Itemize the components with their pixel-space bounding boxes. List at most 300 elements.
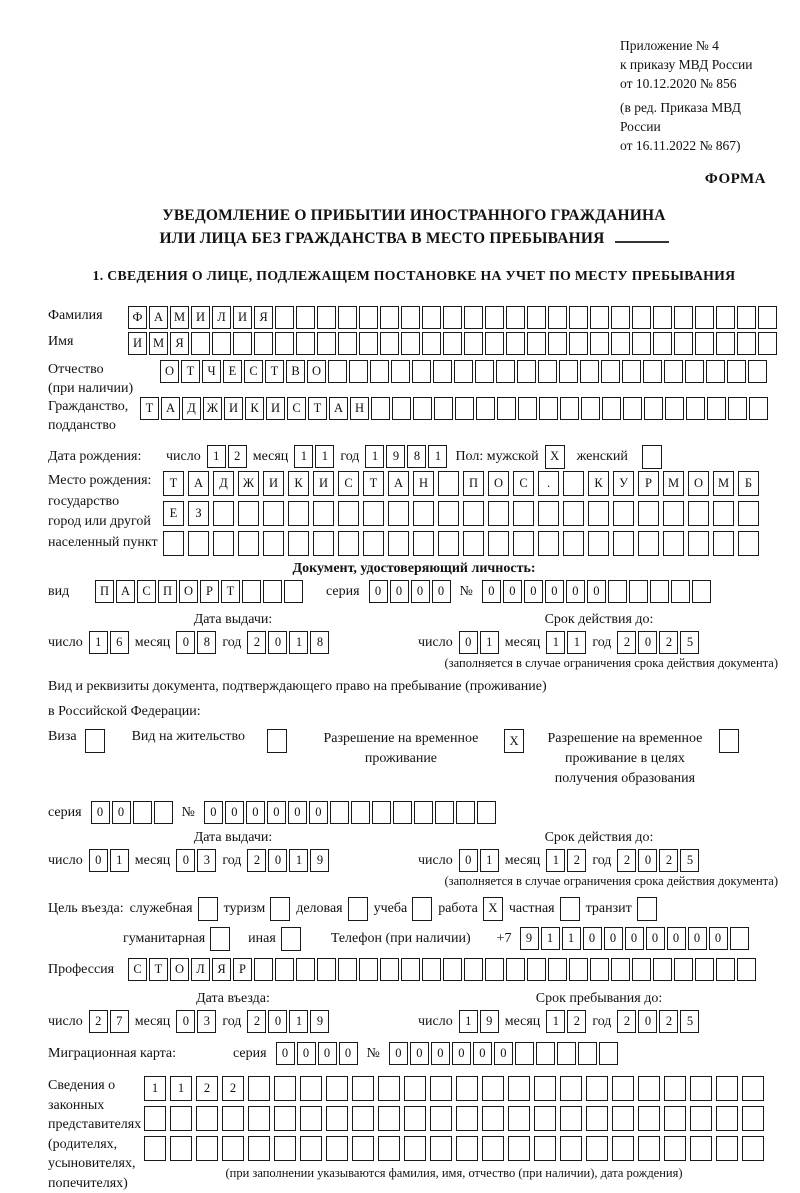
form-cell <box>623 397 642 420</box>
form-cell <box>380 332 399 355</box>
form-cell: 0 <box>545 580 564 603</box>
form-cell <box>611 332 630 355</box>
form-cell <box>612 1076 634 1101</box>
form-cell: Е <box>163 501 184 526</box>
form-cell <box>671 580 690 603</box>
form-cell <box>371 397 390 420</box>
entry-month-label: месяц <box>135 1014 171 1030</box>
form-cell <box>758 306 777 329</box>
birthdate-year-label: год <box>340 449 359 465</box>
sex-male-checkbox: X <box>545 445 565 469</box>
form-cell: 0 <box>432 580 451 603</box>
form-cell <box>275 332 294 355</box>
resdoc-line1: Вид и реквизиты документа, подтверждающего право на пребывание (проживание) <box>48 677 780 696</box>
form-cell <box>338 306 357 329</box>
form-cell: А <box>116 580 135 603</box>
form-cell: Ж <box>203 397 222 420</box>
form-cell <box>557 1042 576 1065</box>
annex-line: к приказу МВД России <box>620 55 780 74</box>
form-cell <box>548 332 567 355</box>
form-cell <box>517 360 536 383</box>
purpose-tourism-label: туризм <box>224 901 266 917</box>
form-cell <box>144 1136 166 1161</box>
form-cell <box>690 1136 712 1161</box>
form-cell: 5 <box>680 849 699 872</box>
form-cell <box>716 332 735 355</box>
resdoc-issued-header: Дата выдачи: <box>48 830 418 846</box>
form-cell <box>263 580 282 603</box>
form-cell: 2 <box>222 1076 244 1101</box>
form-cell: 0 <box>176 1010 195 1033</box>
form-cell: 1 <box>480 631 499 654</box>
form-cell <box>563 471 584 496</box>
form-cell <box>434 397 453 420</box>
form-cell <box>233 332 252 355</box>
form-cell <box>274 1136 296 1161</box>
form-cell: 0 <box>494 1042 513 1065</box>
form-cell <box>275 306 294 329</box>
form-cell <box>488 501 509 526</box>
form-cell <box>370 360 389 383</box>
form-cell <box>695 958 714 981</box>
form-cell <box>569 332 588 355</box>
form-cell <box>443 958 462 981</box>
form-cell: С <box>137 580 156 603</box>
form-cell <box>476 397 495 420</box>
form-cell <box>534 1106 556 1131</box>
resdoc-options-row <box>48 729 780 789</box>
form-cell <box>296 958 315 981</box>
form-cell: О <box>179 580 198 603</box>
form-cell: 0 <box>369 580 388 603</box>
form-cell: Л <box>191 958 210 981</box>
form-cell <box>742 1136 764 1161</box>
form-cell <box>317 958 336 981</box>
form-cell <box>328 360 347 383</box>
form-cell <box>738 531 759 556</box>
resdoc-issued-month-label: месяц <box>135 853 171 869</box>
stay-month-cells <box>546 1010 586 1033</box>
form-cell: К <box>588 471 609 496</box>
form-cell <box>363 501 384 526</box>
form-cell <box>338 501 359 526</box>
form-cell <box>638 501 659 526</box>
form-cell <box>758 332 777 355</box>
iddoc-dates-row <box>48 630 780 655</box>
form-cell: 1 <box>315 445 334 468</box>
form-cell <box>296 332 315 355</box>
purpose-option-transit <box>586 897 657 921</box>
resdoc-issued-group <box>48 849 418 872</box>
form-cell <box>707 397 726 420</box>
form-cell <box>643 360 662 383</box>
birthplace-block <box>48 471 780 561</box>
form-cell <box>665 397 684 420</box>
form-cell <box>611 306 630 329</box>
form-cell: 9 <box>310 1010 329 1033</box>
resdoc-valid-header: Срок действия до: <box>418 830 780 846</box>
form-cell: С <box>338 471 359 496</box>
form-cell: 3 <box>197 849 216 872</box>
form-title-line1: УВЕДОМЛЕНИЕ О ПРИБЫТИИ ИНОСТРАННОГО ГРАЖДАНИНА <box>48 204 780 227</box>
form-cell: 0 <box>459 631 478 654</box>
form-cell: 0 <box>309 801 328 824</box>
form-cell <box>413 397 432 420</box>
form-cell <box>664 1106 686 1131</box>
form-cell: Ж <box>238 471 259 496</box>
form-cell: 1 <box>459 1010 478 1033</box>
form-cell: 2 <box>228 445 247 468</box>
visa-label: Виза <box>48 729 77 745</box>
form-cell <box>248 1076 270 1101</box>
form-cell <box>254 332 273 355</box>
birthdate-day-label: число <box>166 449 201 465</box>
form-cell <box>588 501 609 526</box>
form-cell <box>300 1106 322 1131</box>
purpose-row <box>48 896 780 921</box>
purpose-option-work <box>438 897 503 921</box>
form-cell: Н <box>350 397 369 420</box>
form-cell <box>485 306 504 329</box>
form-cell <box>455 397 474 420</box>
form-cell <box>464 958 483 981</box>
citizenship-row <box>48 397 780 422</box>
form-cell <box>688 531 709 556</box>
form-cell: 0 <box>524 580 543 603</box>
form-cell: 0 <box>452 1042 471 1065</box>
resdoc-issued-month-cells <box>176 849 216 872</box>
form-cell <box>378 1136 400 1161</box>
resdoc-valid-month-cells <box>546 849 586 872</box>
form-cell <box>713 501 734 526</box>
form-cell <box>456 1106 478 1131</box>
resdoc-option-residence-permit <box>132 729 287 753</box>
birthplace-label-line2: государство <box>48 492 163 513</box>
form-cell <box>737 958 756 981</box>
form-cell <box>263 501 284 526</box>
form-cell: П <box>158 580 177 603</box>
form-cell: И <box>313 471 334 496</box>
form-cell <box>548 306 567 329</box>
form-cell <box>622 360 641 383</box>
form-cell: Т <box>221 580 240 603</box>
form-cell: 0 <box>268 1010 287 1033</box>
form-cell <box>638 531 659 556</box>
form-cell: 1 <box>89 631 108 654</box>
form-cell <box>692 580 711 603</box>
form-cell: 0 <box>459 849 478 872</box>
form-cell <box>482 1136 504 1161</box>
iddoc-number-label: № <box>460 584 473 600</box>
form-cell: 0 <box>225 801 244 824</box>
representatives-block <box>48 1076 780 1193</box>
form-cell <box>191 332 210 355</box>
form-cell: 8 <box>197 631 216 654</box>
form-cell <box>238 531 259 556</box>
form-cell <box>653 332 672 355</box>
form-cell <box>433 360 452 383</box>
form-cell <box>613 501 634 526</box>
birthplace-row2-cells <box>163 501 759 526</box>
patronymic-row <box>48 360 780 385</box>
form-cell: 2 <box>567 849 586 872</box>
form-cell <box>456 801 475 824</box>
form-cell <box>430 1136 452 1161</box>
entry-dates-row <box>48 1009 780 1034</box>
form-cell <box>351 801 370 824</box>
form-cell <box>477 801 496 824</box>
form-cell <box>674 306 693 329</box>
annex-note-line: от 16.11.2022 № 867) <box>620 136 780 155</box>
surname-cells <box>128 306 777 329</box>
form-cell: 1 <box>289 631 308 654</box>
form-title-line2 <box>48 227 780 250</box>
birthdate-month-label: месяц <box>253 449 289 465</box>
form-cell: С <box>287 397 306 420</box>
form-cell: Т <box>181 360 200 383</box>
form-cell <box>401 958 420 981</box>
form-cell <box>534 1136 556 1161</box>
form-cell <box>663 501 684 526</box>
purpose-official-checkbox <box>198 897 218 921</box>
form-cell: Д <box>182 397 201 420</box>
resdoc-number-label: № <box>182 805 195 821</box>
form-cell: К <box>288 471 309 496</box>
entry-month-cells <box>176 1010 216 1033</box>
form-cell <box>644 397 663 420</box>
form-cell <box>580 360 599 383</box>
form-cell <box>392 397 411 420</box>
representatives-label-line: попечителях) <box>48 1174 144 1193</box>
section1-heading: 1. СВЕДЕНИЯ О ЛИЦЕ, ПОДЛЕЖАЩЕМ ПОСТАНОВКЕ НА УЧЕТ ПО МЕСТУ ПРЕБЫВАНИЯ <box>48 268 780 284</box>
representatives-label-line: (родителях, <box>48 1135 144 1155</box>
form-cell: 0 <box>204 801 223 824</box>
form-cell: С <box>513 471 534 496</box>
form-cell <box>300 1136 322 1161</box>
resdoc-valid-year-cells <box>617 849 699 872</box>
form-cell: 0 <box>688 927 707 950</box>
form-cell <box>388 531 409 556</box>
form-cell <box>352 1106 374 1131</box>
form-cell <box>464 332 483 355</box>
form-cell: 1 <box>170 1076 192 1101</box>
form-cell <box>496 360 515 383</box>
rvp-checkbox: X <box>504 729 524 753</box>
form-cell: О <box>160 360 179 383</box>
form-cell: 1 <box>567 631 586 654</box>
form-cell: М <box>170 306 189 329</box>
patronymic-label-line2: (при наличии) <box>48 379 160 398</box>
purpose-transit-checkbox <box>637 897 657 921</box>
form-cell <box>413 501 434 526</box>
form-cell <box>222 1136 244 1161</box>
form-cell: 2 <box>247 849 266 872</box>
form-cell: 0 <box>268 631 287 654</box>
form-cell <box>742 1106 764 1131</box>
form-cell <box>359 306 378 329</box>
resdoc-issued-year-cells <box>247 849 329 872</box>
form-cell <box>632 958 651 981</box>
resdoc-valid-day-label: число <box>418 853 453 869</box>
purpose-option-other <box>248 927 301 951</box>
form-cell: С <box>128 958 147 981</box>
form-cell <box>560 1106 582 1131</box>
migcard-number-label: № <box>367 1046 380 1062</box>
form-cell <box>238 501 259 526</box>
form-cell: 0 <box>482 580 501 603</box>
iddoc-valid-day-label: число <box>418 635 453 651</box>
form-cell <box>560 1076 582 1101</box>
residence-permit-label: Вид на жительство <box>132 729 245 745</box>
form-cell <box>404 1136 426 1161</box>
resdoc-note: (заполняется в случае ограничения срока действия документа) <box>48 874 780 889</box>
form-cell: П <box>463 471 484 496</box>
form-cell: Р <box>200 580 219 603</box>
form-cell: 0 <box>176 631 195 654</box>
form-cell <box>475 360 494 383</box>
form-cell <box>538 501 559 526</box>
form-cell <box>612 1106 634 1131</box>
form-cell <box>330 801 349 824</box>
representatives-label-line: усыновителях, <box>48 1154 144 1174</box>
rvp-education-label: Разрешение на временное проживание в целях получения образования <box>539 729 711 789</box>
resdoc-valid-group <box>418 849 699 872</box>
purpose-humanitarian-label: гуманитарная <box>123 931 205 947</box>
form-cell: 0 <box>638 849 657 872</box>
form-cell: Я <box>212 958 231 981</box>
form-cell <box>464 306 483 329</box>
resdoc-option-visa <box>48 729 105 753</box>
form-cell <box>548 958 567 981</box>
profession-label: Профессия <box>48 958 128 981</box>
form-cell: 1 <box>144 1076 166 1101</box>
form-cell <box>170 1136 192 1161</box>
form-cell <box>653 306 672 329</box>
form-cell <box>378 1106 400 1131</box>
representatives-row1-cells <box>144 1076 764 1101</box>
form-cell <box>638 1076 660 1101</box>
purpose-private-checkbox <box>560 897 580 921</box>
form-cell: Л <box>212 306 231 329</box>
form-cell <box>248 1136 270 1161</box>
form-cell <box>482 1106 504 1131</box>
iddoc-valid-group <box>418 631 699 654</box>
form-cell <box>560 397 579 420</box>
form-cell: 9 <box>310 849 329 872</box>
form-cell: И <box>224 397 243 420</box>
form-cell <box>404 1106 426 1131</box>
purpose-option-tourism <box>224 897 291 921</box>
form-cell <box>413 531 434 556</box>
form-cell: 1 <box>546 1010 565 1033</box>
representatives-rows <box>144 1076 764 1193</box>
form-cell: А <box>161 397 180 420</box>
form-cell: 2 <box>196 1076 218 1101</box>
form-cell <box>326 1136 348 1161</box>
entry-date-header: Дата въезда: <box>48 991 418 1007</box>
form-cell <box>749 397 768 420</box>
form-cell <box>727 360 746 383</box>
iddoc-valid-year-label: год <box>592 635 611 651</box>
form-cell: 2 <box>659 631 678 654</box>
form-cell <box>488 531 509 556</box>
form-cell: 1 <box>207 445 226 468</box>
form-cell: З <box>188 501 209 526</box>
surname-row <box>48 306 780 331</box>
iddoc-issued-month-cells <box>176 631 216 654</box>
form-cell <box>716 1076 738 1101</box>
form-cell <box>508 1106 530 1131</box>
firstname-row <box>48 332 780 357</box>
stay-date-header: Срок пребывания до: <box>418 991 780 1007</box>
form-cell <box>212 332 231 355</box>
form-title-line2-text: ИЛИ ЛИЦА БЕЗ ГРАЖДАНСТВА В МЕСТО ПРЕБЫВАНИЯ <box>159 230 604 247</box>
form-cell <box>599 1042 618 1065</box>
resdoc-series-row <box>48 800 780 825</box>
form-cell <box>422 332 441 355</box>
stay-year-cells <box>617 1010 699 1033</box>
form-cell: О <box>488 471 509 496</box>
form-cell <box>352 1076 374 1101</box>
stay-day-label: число <box>418 1014 453 1030</box>
resdoc-valid-month-label: месяц <box>505 853 541 869</box>
birthplace-label-line3: город или другой <box>48 512 163 533</box>
form-cell: 1 <box>294 445 313 468</box>
form-cell: Я <box>254 306 273 329</box>
form-cell <box>300 1076 322 1101</box>
purpose-work-checkbox: X <box>483 897 503 921</box>
form-cell <box>422 306 441 329</box>
form-cell <box>391 360 410 383</box>
form-cell: Б <box>738 471 759 496</box>
iddoc-series-cells <box>369 580 451 603</box>
purpose-business-label: деловая <box>296 901 342 917</box>
profession-row <box>48 958 780 983</box>
form-cell: Т <box>265 360 284 383</box>
purpose-study-checkbox <box>412 897 432 921</box>
annex-line: Приложение № 4 <box>620 36 780 55</box>
form-cell <box>716 958 735 981</box>
form-cell: Ч <box>202 360 221 383</box>
form-cell <box>393 801 412 824</box>
form-cell <box>213 531 234 556</box>
form-cell: Н <box>413 471 434 496</box>
form-cell <box>664 1076 686 1101</box>
form-cell <box>317 332 336 355</box>
form-cell <box>663 531 684 556</box>
form-cell: А <box>329 397 348 420</box>
purpose-private-label: частная <box>509 901 555 917</box>
form-cell: Е <box>223 360 242 383</box>
form-cell <box>586 1136 608 1161</box>
form-cell <box>296 306 315 329</box>
form-cell <box>359 958 378 981</box>
iddoc-issued-header: Дата выдачи: <box>48 612 418 628</box>
birthplace-rows <box>163 471 759 561</box>
form-cell <box>338 531 359 556</box>
form-cell <box>513 531 534 556</box>
iddoc-issued-group <box>48 631 418 654</box>
sex-male-label: Пол: мужской <box>455 449 538 465</box>
form-cell <box>196 1136 218 1161</box>
form-cell: 0 <box>431 1042 450 1065</box>
form-cell: 0 <box>638 631 657 654</box>
form-cell: 0 <box>246 801 265 824</box>
form-cell <box>588 531 609 556</box>
form-cell: 0 <box>389 1042 408 1065</box>
form-cell: 0 <box>667 927 686 950</box>
form-cell: 2 <box>567 1010 586 1033</box>
